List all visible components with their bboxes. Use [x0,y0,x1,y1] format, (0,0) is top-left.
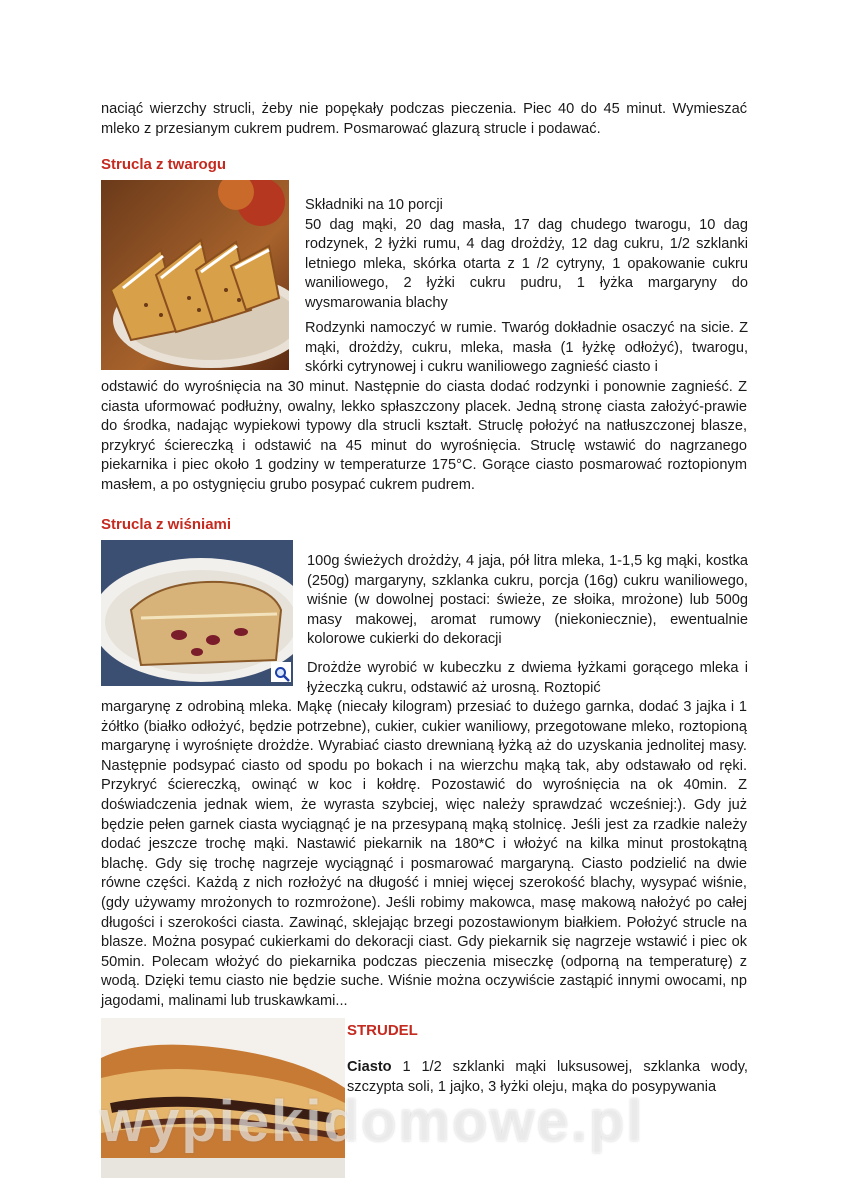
recipe-title-strudel: STRUDEL [347,1022,418,1039]
intro-paragraph: naciąć wierzchy strucli, żeby nie popękały podczas pieczenia. Piec 40 do 45 minut. Wymieszać mleko z przesianym cukrem pudrem. Posmarować glazurą strucle i podawać. [101,101,747,137]
watermark: wypiekidomowe.pl [100,1089,645,1154]
ingredients-strudel-text: 1 1/2 szklanki mąki luksusowej, szklanka wody, szczypta soli, 1 jajko, 3 łyżki oleju, mąka do posypywania [347,1059,748,1095]
recipe-title-strucla-z-twarogu: Strucla z twarogu [101,156,227,173]
recipe-title-strucla-z-wisniami: Strucla z wiśniami [101,516,232,533]
ingredients-strudel [347,1058,748,1097]
ingredients-title: Składniki na 10 porcji [305,197,443,213]
strudel-photo [101,1018,345,1178]
strucla-twarogu-photo [101,180,289,370]
ingredients-label: Ciasto [347,1059,392,1075]
method-text-full-2: margarynę z odrobiną mleka. Mąkę (niecały kilogram) przesiać to dużego garnka, dodać 3 jajka i 1 żółtko (białko odłożyć, będzie potrzebne), cukier, cukier waniliowy, przegotowane mleko, roztopioną margarynę i wyrośnięte drożdże. Wyrabiać ciasto drewnianą łyżką aż do uzyskania jednolitej masy. Następnie podsypać ciasto od spodu po bokach i na wierzchu mąką tak, aby odstawało od ręki. Przykryć ściereczką, owinąć w koc i kołdrę. Pozostawić do wyrośnięcia na ok 40min. Z doświadczenia jednak wiem, że wyrasta szybciej, więc należy sprawdzać wcześniej:). Gdy już będzie pełen garnek ciasta wyciągnąć je na przesypaną mąką stolnicę. Jeśli jest za rzadkie należy dodać jeszcze trochę mąki. Nastawić piekarnik na 180*C i włożyć na kilka minut prostokątną blachę. Gdy się trochę nagrzeje wyciągnąć i posmarować margaryną. Ciasto podzielić na dwie równe części. Każdą z nich rozłożyć na długość i mniej więcej szerokość blachy, wysypać wiśnie, (gdy używamy mrożonych to rozmrożone). Jeśli robimy makowca, masę makową nałożyć po całej długości i szerokości ciasta. Zawinąć, sklejając brzegi pozostawionym białkiem. Położyć strucle na blasze. Można posypać cukierkami do dekoracji ciast. Gdy piekarnik się nagrzeje wstawić i piec ok 50min. Polecam włożyć do piekarnika podczas pieczenia miseczkę (odporną na temperaturę) z wodą. Dzięki temu ciasto nie będzie suche. Wiśnie można oczywiście zastąpić innymi owocami, np jagodami, malinami lub truskawkami... [101,699,747,1009]
ingredients-list: 50 dag mąki, 20 dag masła, 17 dag chudego twarogu, 10 dag rodzynek, 2 łyżki rumu, 4 dag drożdży, 12 dag cukru, 1/2 szklanki letniego mleka, skórka otarta z 1 /2 cytryny, 1 opakowanie cukru waniliowego, 2 łyżki cukru pudru, 1 łyżka margaryny do wysmarowania blachy [305,216,748,311]
ingredients-block-1 [305,196,748,314]
method-text-full-1: odstawić do wyrośnięcia na 30 minut. Następnie do ciasta dodać rodzynki i ponownie zagnieść. Z ciasta uformować podłużny, owalny, lekko spłaszczony placek. Jedną stronę ciasta założyć-prawie do środka, nadając wypiekowi typowy dla strucli kształt. Struclę położyć na natłuszczonej blasze, przykryć ściereczką i odstawić na 45 minut do wyrośnięcia. Struclę wstawić do nagrzanego piekarnika i piec około 1 godziny w temperaturze 175°C. Gorące ciasto posmarować roztopionym masłem, a po ostygnięciu grubo posypać cukrem pudrem. [101,379,747,493]
method-text-right-2: Drożdże wyrobić w kubeczku z dwiema łyżkami gorącego mleka i łyżeczką cukru, odstawić aż urosną. Roztopić [307,660,748,696]
ingredients-list-2: 100g świeżych drożdży, 4 jaja, pół litra mleka, 1-1,5 kg mąki, kostka (250g) margaryny, szklanka cukru, porcja (16g) cukru waniliowego, wiśnie (w dowolnej postaci: świeże, ze słoika, mrożone) lub 500g masy makowej, aromat rumowy (niekoniecznie), ewentualnie kolorowe cukierki do dekoracji [307,553,748,648]
method-text-right-1: Rodzynki namoczyć w rumie. Twaróg dokładnie osaczyć na sicie. Z mąki, drożdży, cukru, mleka, masła (1 łyżkę odłożyć), twarogu, skórki cytrynowej i cukru waniliowego zagnieść ciasto i [305,320,748,376]
strucla-wisniami-photo [101,540,293,686]
magnifier-icon[interactable] [274,666,290,682]
